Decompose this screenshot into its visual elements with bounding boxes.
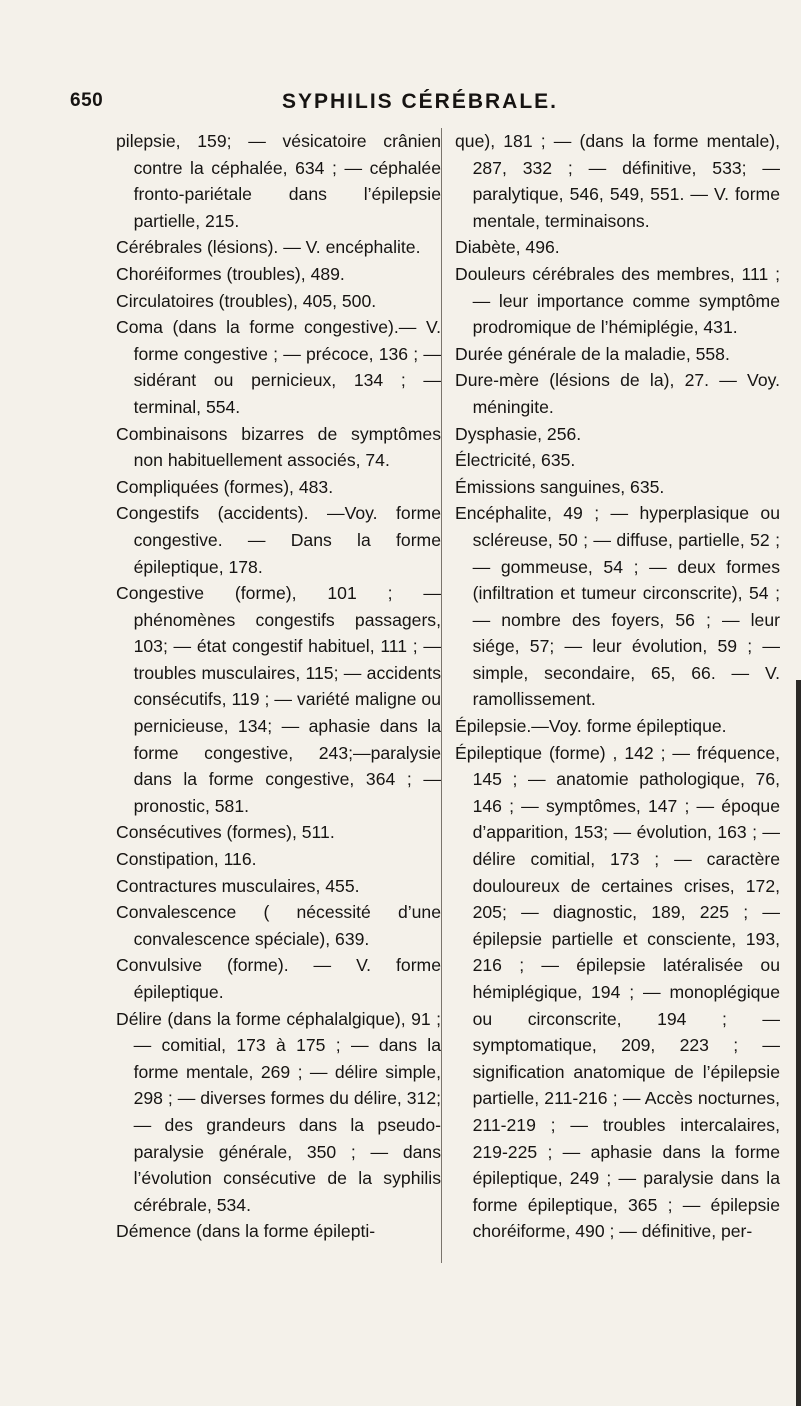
page-number: 650 — [70, 90, 104, 111]
index-entry: Contractures musculaires, 455. — [116, 875, 360, 896]
index-entry: Électricité, 635. — [455, 450, 576, 471]
index-column-left — [116, 128, 441, 1245]
page-edge-shadow — [796, 680, 801, 1406]
index-entry: Convulsive (forme). — V. forme épileptique. — [116, 955, 441, 1002]
index-entry: Épilepsie.—Voy. forme épileptique. — [455, 716, 727, 737]
running-title: SYPHILIS CÉRÉBRALE. — [281, 90, 559, 113]
index-entry: Cérébrales (lésions). — V. encéphalite. — [116, 237, 421, 258]
index-entry: Douleurs cérébrales des membres, 111 ; — leur importance comme symptôme prodromique de l’hémiplégie, 431. — [455, 263, 780, 338]
index-entry: Choréiformes (troubles), 489. — [116, 263, 345, 284]
index-entry: Épileptique (forme) , 142 ; — fréquence, 145 ; — anatomie pathologique, 76, 146 ; — symptômes, 147 ; — époque d’apparition, 153; — évolution, 163 ; — délire comitial, 173 ; — caractère douloureux de certaines crises, 172, 205; — diagnostic, 189, 225 ; — épilepsie partielle et consciente, 193, 216 ; — épilepsie latéralisée ou hémiplégique, 194 ; — monoplégique ou circonscrite, 194 ; — symptomatique, 209, 223 ; — signification anatomique de l’épilepsie partielle, 211-216 ; — Accès nocturnes, 211-219 ; — troubles intercalaires, 219-225 ; — aphasie dans la forme épileptique, 249 ; — paralysie dans la forme épileptique, 365 ; — épilepsie choréiforme, 490 ; — définitive, per- — [455, 742, 780, 1242]
index-entry: Démence (dans la forme épilepti- — [116, 1221, 376, 1242]
index-entry: Congestifs (accidents). —Voy. forme congestive. — Dans la forme épileptique, 178. — [116, 503, 441, 577]
index-entry: Combinaisons bizarres de symptômes non habituellement associés, 74. — [116, 423, 441, 471]
index-entry: Émissions sanguines, 635. — [455, 476, 665, 497]
index-entry: Dysphasie, 256. — [455, 423, 582, 444]
index-entry: Constipation, 116. — [116, 849, 257, 870]
index-entry: Coma (dans la forme congestive).— V. forme congestive ; — précoce, 136 ; — sidérant ou pernicieux, 134 ; — terminal, 554. — [116, 317, 441, 417]
index-entry: Dure-mère (lésions de la), 27. — Voy. méningite. — [455, 370, 780, 417]
page-header — [70, 86, 770, 126]
index-entry: Compliquées (formes), 483. — [116, 476, 334, 497]
index-entry: Durée générale de la maladie, 558. — [455, 343, 730, 364]
column-divider — [441, 128, 442, 1263]
index-entry: Circulatoires (troubles), 405, 500. — [116, 290, 377, 311]
index-entry: que), 181 ; — (dans la forme mentale), 287, 332 ; — définitive, 533; — paralytique, 546, 549, 551. — V. forme mentale, terminaisons. — [455, 131, 780, 231]
index-entry: Congestive (forme), 101 ; — phénomènes congestifs passagers, 103; — état congestif habituel, 111 ; — troubles musculaires, 115; — accidents consécutifs, 119 ; — variété maligne ou pernicieuse, 134; — aphasie dans la forme congestive, 243;—paralysie dans la forme congestive, 364 ; — pronostic, 581. — [116, 583, 441, 816]
index-column-right — [455, 128, 780, 1245]
index-entry: Consécutives (formes), 511. — [116, 822, 335, 843]
index-entry: Délire (dans la forme céphalalgique), 91 ; — comitial, 173 à 175 ; — dans la forme mentale, 269 ; — délire simple, 298 ; — diverses formes du délire, 312; — des grandeurs dans la pseudo-paralysie générale, 350 ; — dans l’évolution consécutive de la syphilis cérébrale, 534. — [116, 1008, 441, 1215]
index-entry: pilepsie, 159; — vésicatoire crânien contre la céphalée, 634 ; — céphalée fronto-pariétale dans l’épilepsie partielle, 215. — [116, 131, 441, 231]
index-entry: Convalescence ( nécessité d’une convalescence spéciale), 639. — [116, 902, 441, 949]
index-entry: Encéphalite, 49 ; — hyperplasique ou scléreuse, 50 ; — diffuse, partielle, 52 ; — gommeuse, 54 ; — deux formes (infiltration et tumeur circonscrite), 54 ; — nombre des foyers, 56 ; — leur siége, 57; — leur évolution, 59 ; — simple, secondaire, 65, 66. — V. ramollissement. — [455, 503, 780, 710]
index-entry: Diabète, 496. — [455, 237, 560, 258]
